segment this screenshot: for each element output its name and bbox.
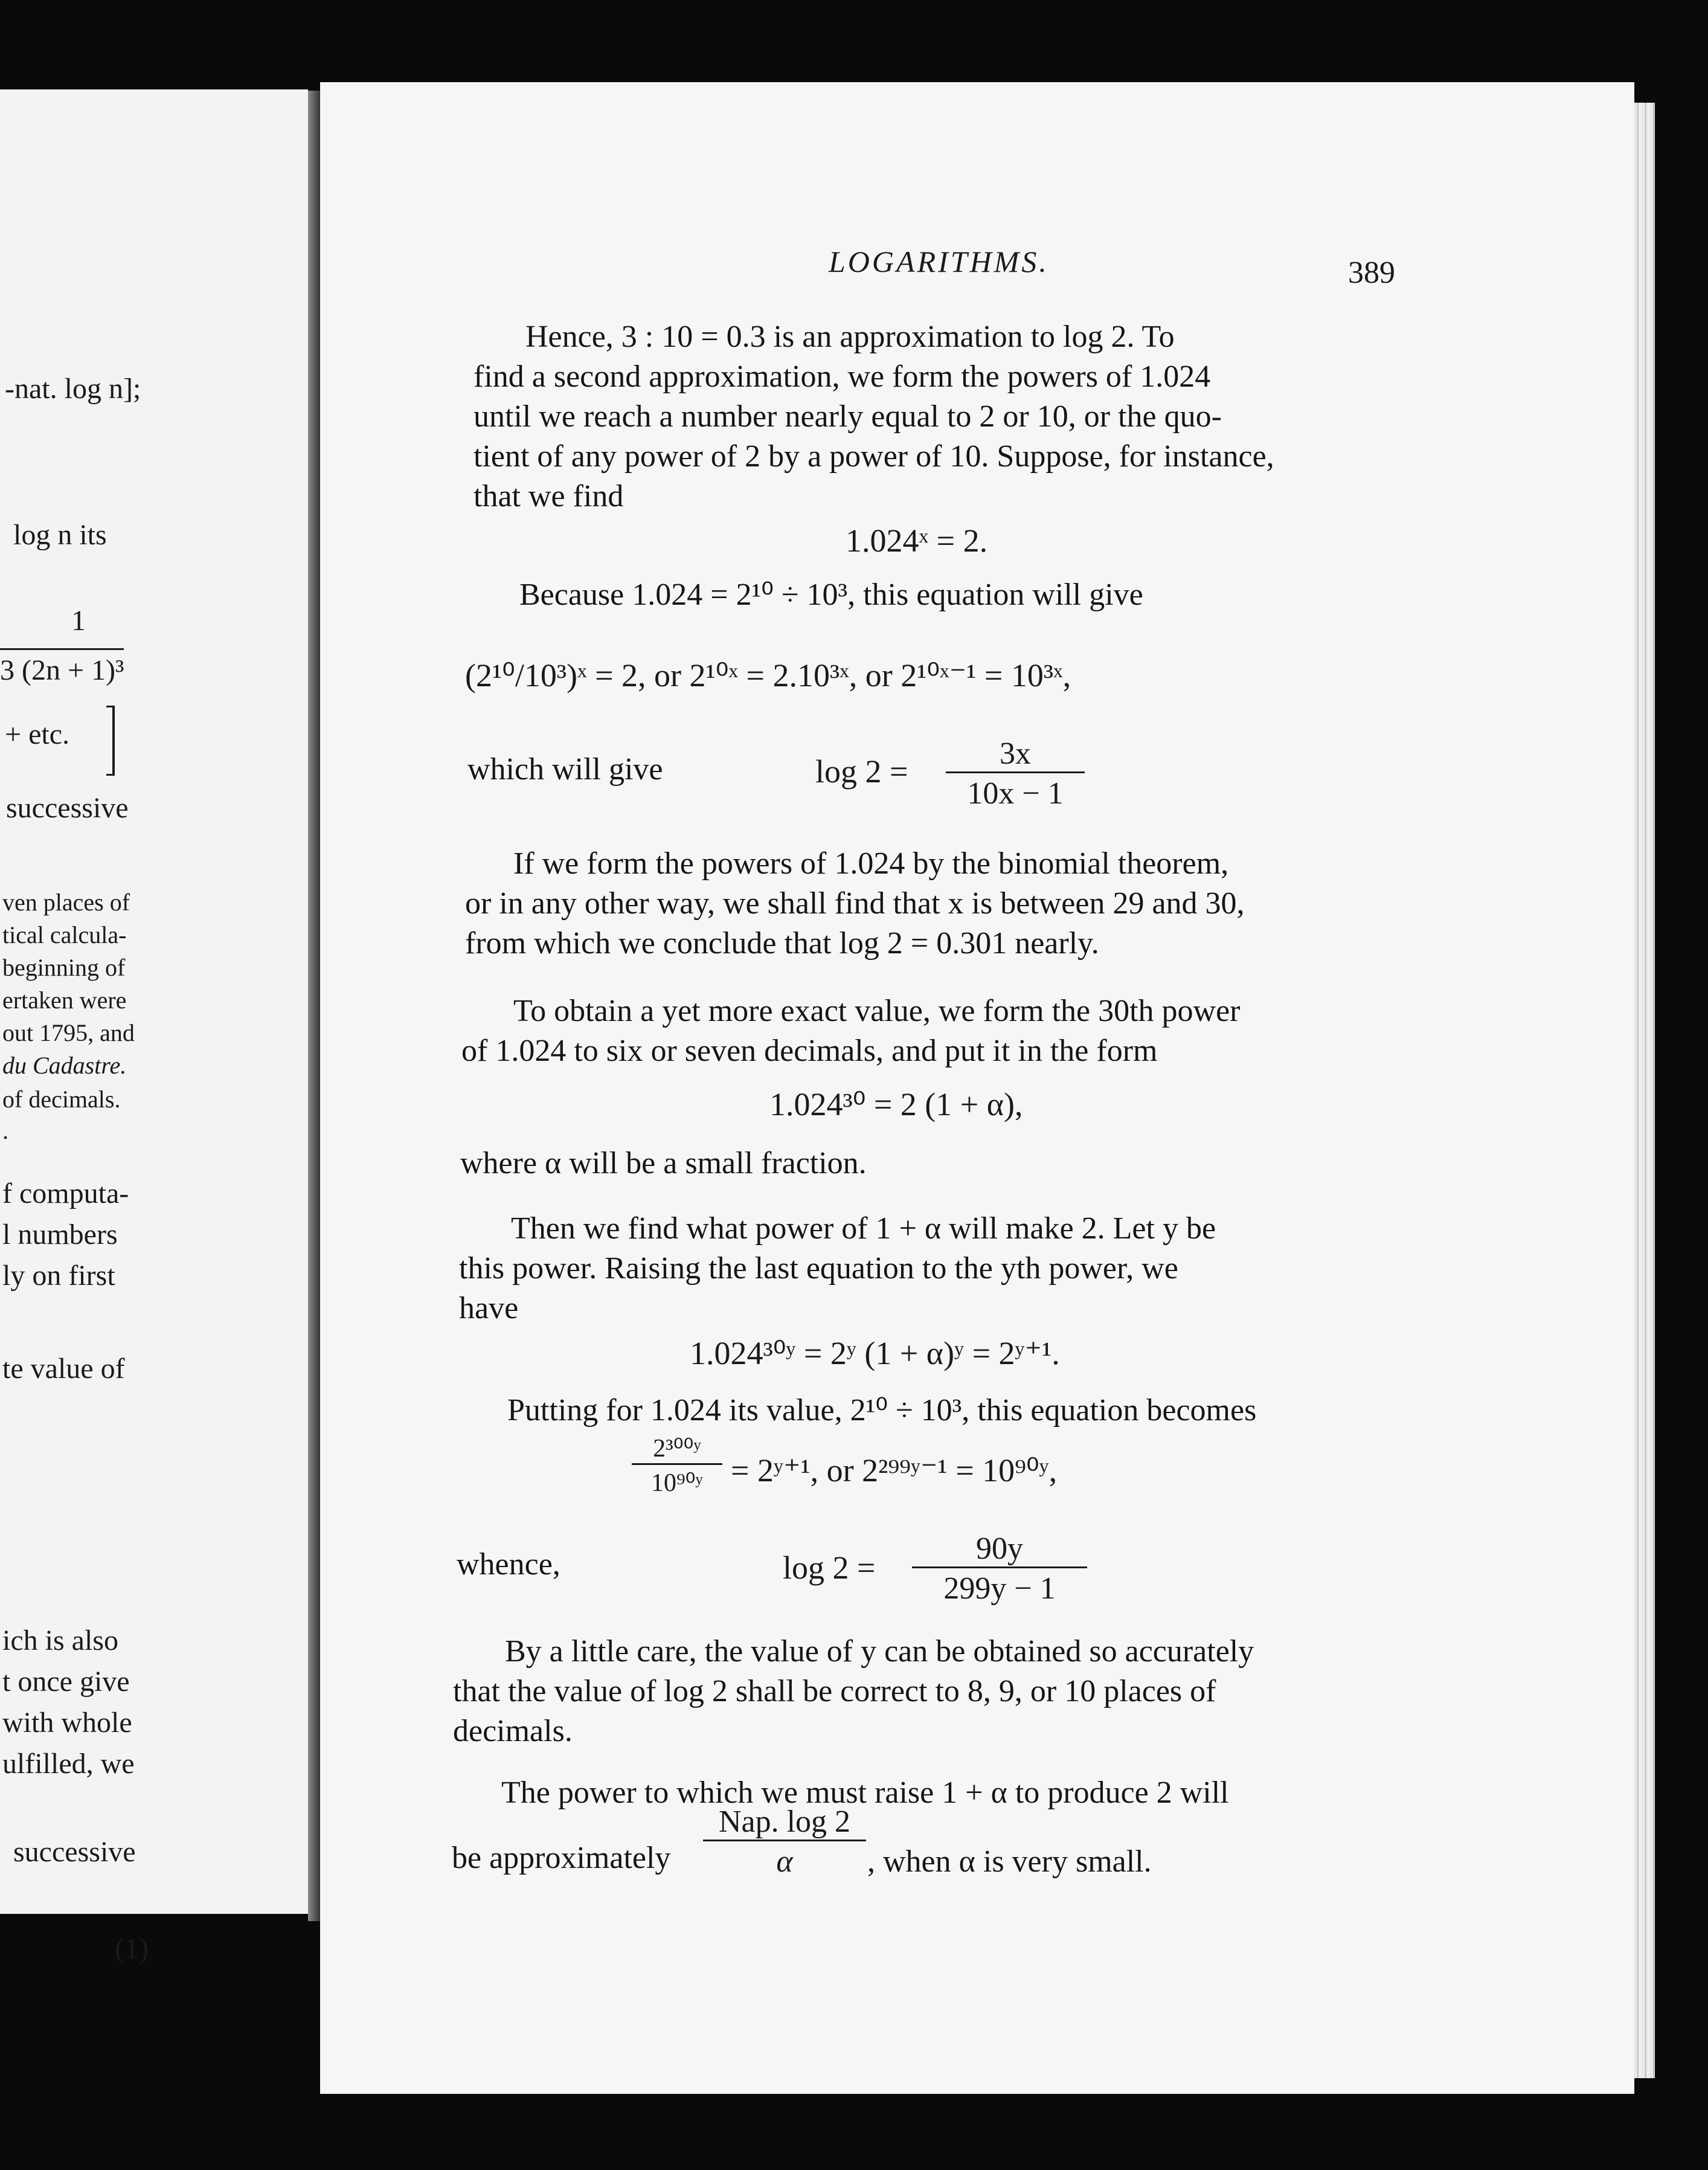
text-line: from which we conclude that log 2 = 0.301 nearly.	[465, 926, 1099, 961]
left-line: ven places of	[2, 889, 130, 916]
text-line: be approximately	[452, 1841, 671, 1875]
text-line: this power. Raising the last equation to the yth power, we	[459, 1251, 1178, 1286]
text-line: which will give	[467, 752, 663, 787]
equation: (2¹⁰/10³)ˣ = 2, or 2¹⁰ˣ = 2.10³ˣ, or 2¹⁰ˣ⁻¹ = 10³ˣ,	[465, 657, 1071, 694]
fraction-numerator: 90y	[912, 1531, 1087, 1568]
text-line: To obtain a yet more exact value, we form the 30th power	[513, 994, 1241, 1028]
left-line: t once give	[2, 1666, 130, 1698]
left-line: beginning of	[2, 954, 126, 981]
text-line: that we find	[474, 479, 624, 514]
text-line: Hence, 3 : 10 = 0.3 is an approximation to log 2. To	[525, 320, 1175, 354]
left-line: (1)	[115, 1933, 149, 1965]
text-line: have	[459, 1291, 519, 1325]
text-line: Then we find what power of 1 + α will make 2. Let y be	[511, 1211, 1216, 1246]
equation: 1.024³⁰ = 2 (1 + α),	[769, 1086, 1023, 1122]
left-line: 1	[71, 605, 86, 637]
left-line: ly on first	[2, 1260, 115, 1292]
equation: = 2ʸ⁺¹, or 2²⁹⁹ʸ⁻¹ = 10⁹⁰ʸ,	[731, 1452, 1058, 1489]
fraction-denominator: 10x − 1	[967, 776, 1064, 811]
book-gutter	[308, 91, 321, 1921]
text-line: Putting for 1.024 its value, 2¹⁰ ÷ 10³, this equation becomes	[507, 1393, 1257, 1428]
text-line: of 1.024 to six or seven decimals, and put it in the form	[461, 1034, 1158, 1068]
left-line: 3 (2n + 1)³	[0, 648, 124, 687]
left-line: l numbers	[2, 1219, 118, 1251]
left-line: ich is also	[2, 1624, 118, 1656]
left-line: du Cadastre.	[2, 1052, 127, 1079]
left-line: tical calcula-	[2, 921, 127, 948]
equation: log 2 =	[815, 753, 908, 790]
fraction-denominator: α	[776, 1844, 793, 1879]
text-line: where α will be a small fraction.	[460, 1146, 867, 1180]
running-title: LOGARITHMS.	[829, 245, 1049, 278]
equation: 1.024ˣ = 2.	[846, 523, 988, 559]
text-line: whence,	[457, 1547, 560, 1582]
text-line: decimals.	[453, 1714, 573, 1748]
text-line: that the value of log 2 shall be correct to 8, 9, or 10 places of	[453, 1674, 1216, 1708]
fraction-numerator: 2³⁰⁰ʸ	[632, 1433, 722, 1465]
left-line: .	[2, 1117, 8, 1144]
fraction	[946, 736, 1085, 811]
left-line: with whole	[2, 1707, 132, 1739]
fraction	[703, 1804, 866, 1879]
text-line: until we reach a number nearly equal to 2 or 10, or the quo-	[474, 399, 1222, 434]
left-line: successive	[13, 1836, 136, 1868]
page-number: 389	[1348, 256, 1395, 290]
text-line: find a second approximation, we form the powers of 1.024	[474, 359, 1211, 394]
bracket	[106, 706, 115, 776]
left-page	[0, 89, 308, 1965]
left-line: out 1795, and	[2, 1019, 135, 1046]
text-line: or in any other way, we shall find that x is between 29 and 30,	[465, 886, 1245, 921]
fraction	[632, 1433, 722, 1498]
fraction-numerator: Nap. log 2	[703, 1804, 866, 1841]
fraction-denominator: 299y − 1	[943, 1571, 1056, 1606]
fraction-denominator: 10⁹⁰ʸ	[651, 1469, 703, 1497]
left-line: of decimals.	[2, 1086, 121, 1113]
left-line: ulfilled, we	[2, 1748, 135, 1780]
right-page	[320, 82, 1634, 2094]
left-line: f computa-	[2, 1177, 129, 1209]
text-line: , when α is very small.	[867, 1844, 1152, 1879]
left-line: + etc.	[5, 718, 70, 750]
equation: log 2 =	[783, 1550, 876, 1586]
text-line: tient of any power of 2 by a power of 10. Suppose, for instance,	[474, 439, 1274, 474]
text-line: Because 1.024 = 2¹⁰ ÷ 10³, this equation will give	[519, 578, 1143, 612]
left-line: -nat. log n];	[5, 373, 141, 405]
left-line: te value of	[2, 1353, 125, 1385]
left-line: successive	[6, 792, 129, 824]
left-line: ertaken were	[2, 987, 127, 1014]
left-line: log n its	[13, 519, 107, 551]
fraction	[912, 1531, 1087, 1606]
text-line: The power to which we must raise 1 + α to produce 2 will	[501, 1776, 1229, 1810]
text-line: By a little care, the value of y can be obtained so accurately	[505, 1634, 1254, 1669]
equation: 1.024³⁰ʸ = 2ʸ (1 + α)ʸ = 2ʸ⁺¹.	[690, 1335, 1060, 1371]
fraction-numerator: 3x	[946, 736, 1085, 773]
text-line: If we form the powers of 1.024 by the binomial theorem,	[513, 846, 1229, 881]
